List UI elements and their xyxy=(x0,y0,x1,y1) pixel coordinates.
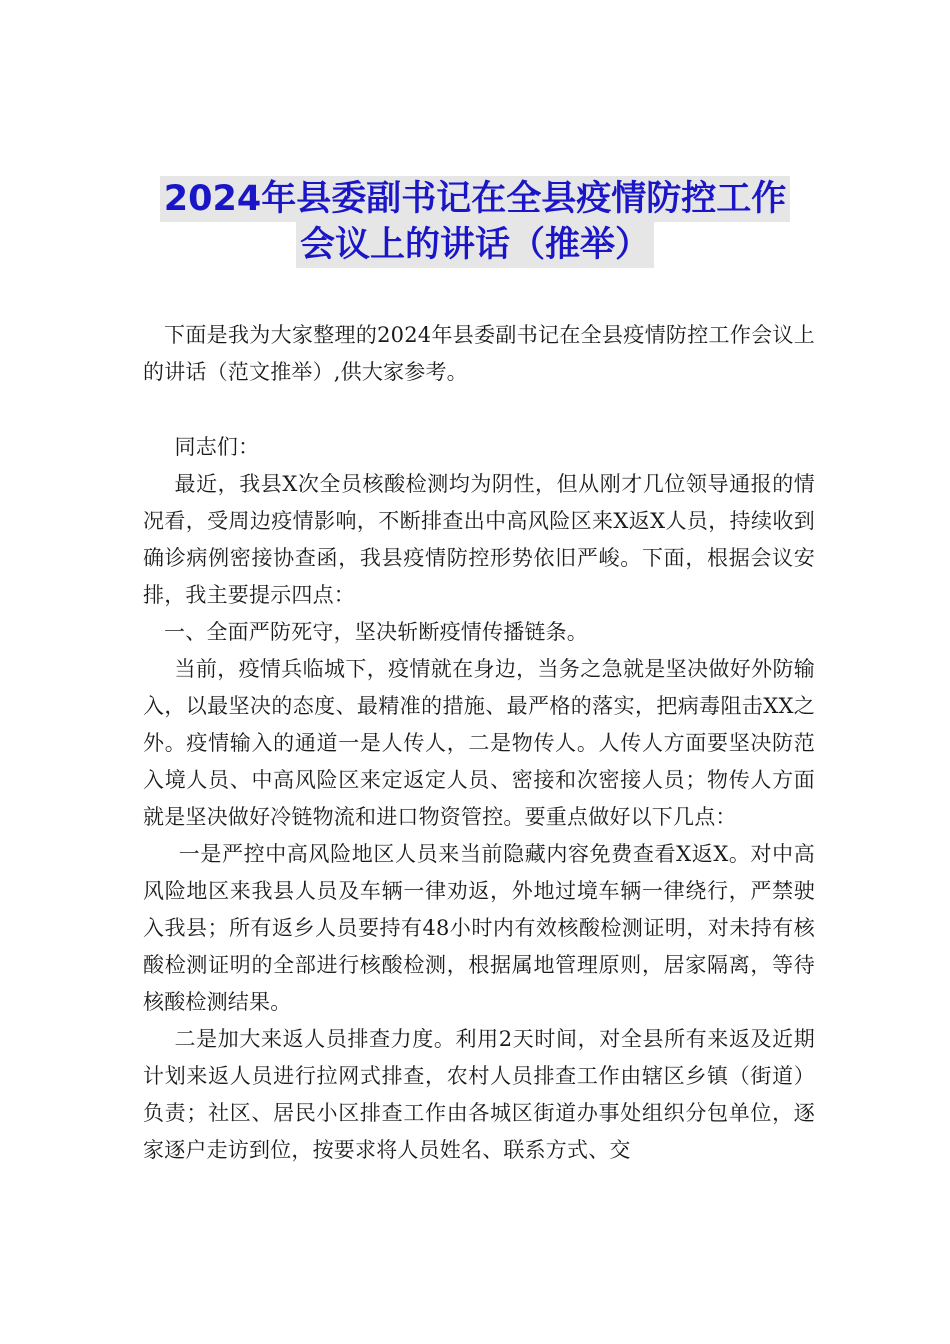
intro-section xyxy=(143,317,815,391)
section-heading-1: 一、全面严防死守，坚决斩断疫情传播链条。 xyxy=(164,620,588,644)
title-line-2: 会议上的讲话（推举） xyxy=(296,222,654,268)
body-paragraph-2: 当前，疫情兵临城下，疫情就在身边，当务之急就是坚决做好外防输入，以最坚决的态度、最精准的措施、最严格的落实，把病毒阻击XX之外。疫情输入的通道一是人传人，二是物传人。人传人方面要坚决防范入境人员、中高风险区来定返定人员、密接和次密接人员；物传人方面就是坚决做好冷链物流和进口物资管控。要重点做好以下几点： xyxy=(143,657,815,829)
title-line-1: 2024年县委副书记在全县疫情防控工作 xyxy=(160,176,790,222)
body-paragraph-4: 二是加大来返人员排查力度。利用2天时间，对全县所有来返及近期计划来返人员进行拉网式排查，农村人员排查工作由辖区乡镇（街道）负责；社区、居民小区排查工作由各城区街道办事处组织分包单位，逐家逐户走访到位，按要求将人员姓名、联系方式、交 xyxy=(143,1027,815,1162)
salutation: 同志们： xyxy=(174,435,260,459)
intro-paragraph: 下面是我为大家整理的2024年县委副书记在全县疫情防控工作会议上的讲话（范文推举）,供大家参考。 xyxy=(143,323,815,384)
document-title xyxy=(140,176,810,268)
body-paragraph-3: 一是严控中高风险地区人员来当前隐藏内容免费查看X返X。对中高风险地区来我县人员及车辆一律劝返，外地过境车辆一律绕行，严禁驶入我县；所有返乡人员要持有48小时内有效核酸检测证明，对未持有核酸检测证明的全部进行核酸检测，根据属地管理原则，居家隔离，等待核酸检测结果。 xyxy=(143,842,815,1014)
body-paragraph-1: 最近，我县X次全员核酸检测均为阴性，但从刚才几位领导通报的情况看，受周边疫情影响，不断排查出中高风险区来X返X人员，持续收到确诊病例密接协查函，我县疫情防控形势依旧严峻。下面，根据会议安排，我主要提示四点： xyxy=(143,472,815,607)
speech-body xyxy=(143,429,815,1169)
